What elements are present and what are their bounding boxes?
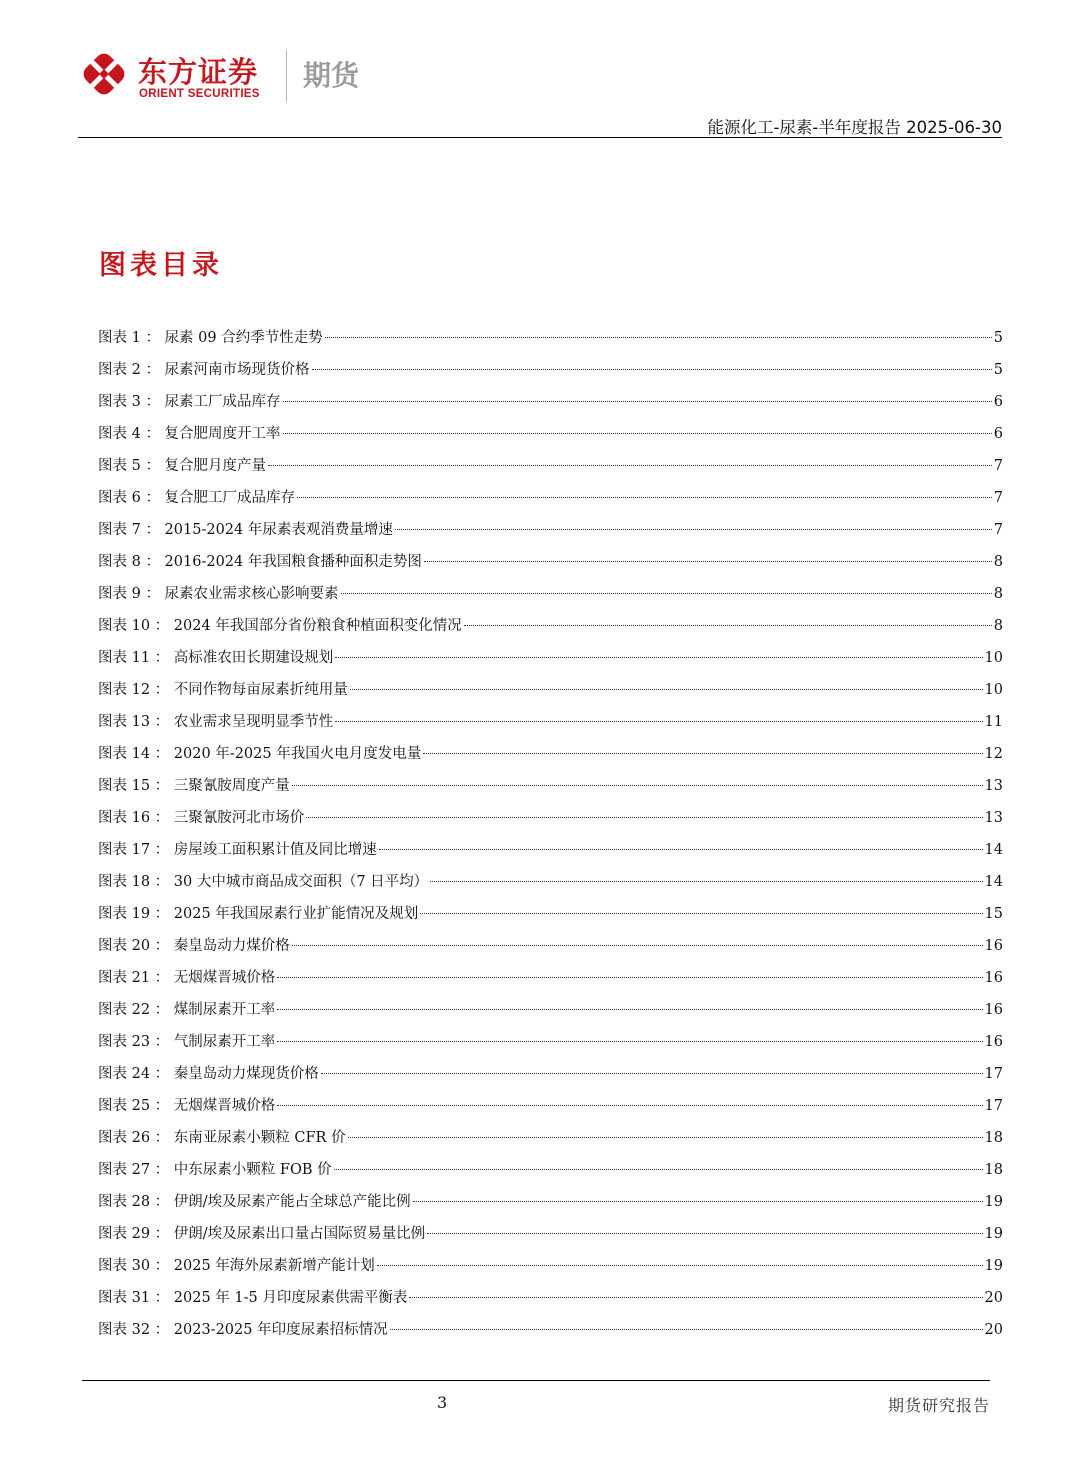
toc-dot-leader [413,1201,983,1202]
toc-dot-leader [283,401,992,402]
toc-entry[interactable] [98,552,1003,584]
toc-dot-leader [395,529,992,530]
toc-dot-leader [312,369,992,370]
toc-entry-page: 18 [984,1130,1003,1146]
toc-entry[interactable] [98,680,1003,712]
toc-entry-label[interactable]: 图表 9 ： 尿素农业需求核心影响要素 [98,586,339,602]
toc-dot-leader [341,593,992,594]
toc-dot-leader [335,721,982,722]
footer-label: 期货研究报告 [887,1396,990,1415]
toc-dot-leader [277,1105,982,1106]
toc-dot-leader [348,1137,983,1138]
toc-entry[interactable] [98,1192,1003,1224]
toc-entry-label[interactable]: 图表 19 ： 2025 年我国尿素行业扩能情况及规划 [98,906,419,922]
toc-entry[interactable] [98,1256,1003,1288]
toc-entry[interactable] [98,1096,1003,1128]
toc-entry-label[interactable]: 图表 25 ： 无烟煤晋城价格 [98,1098,276,1114]
toc-entry-label[interactable]: 图表 24 ： 秦皇岛动力煤现货价格 [98,1066,319,1082]
toc-entry[interactable] [98,520,1003,552]
toc-entry-page: 15 [984,906,1003,922]
toc-entry[interactable] [98,360,1003,392]
footer-rule [82,1380,990,1381]
toc-entry-label[interactable]: 图表 31 ： 2025 年 1-5 月印度尿素供需平衡表 [98,1290,408,1306]
toc-entry-page: 19 [984,1194,1003,1210]
toc-dot-leader [277,977,982,978]
toc-entry[interactable] [98,1000,1003,1032]
toc-list [98,328,1003,1352]
toc-dot-leader [464,625,992,626]
toc-entry-page: 6 [993,426,1003,442]
toc-entry-label[interactable]: 图表 27 ： 中东尿素小颗粒 FOB 价 [98,1162,332,1178]
toc-entry-label[interactable]: 图表 29 ： 伊朗/埃及尿素出口量占国际贸易量比例 [98,1226,426,1242]
toc-entry-page: 6 [993,394,1003,410]
toc-entry[interactable] [98,904,1003,936]
toc-entry-label[interactable]: 图表 15 ： 三聚氰胺周度产量 [98,778,290,794]
toc-dot-leader [325,337,992,338]
toc-dot-leader [420,913,982,914]
toc-dot-leader [292,945,983,946]
toc-dot-leader [423,753,982,754]
toc-entry-page: 5 [993,362,1003,378]
toc-entry[interactable] [98,936,1003,968]
toc-entry-page: 8 [993,586,1003,602]
toc-entry-page: 16 [984,970,1003,986]
brand-name-cn: 东方证券 [138,55,259,89]
toc-entry[interactable] [98,1032,1003,1064]
orient-securities-logo-icon [78,48,130,100]
toc-entry[interactable] [98,712,1003,744]
toc-dot-leader [377,1265,983,1266]
toc-entry-page: 17 [984,1066,1003,1082]
report-meta: 能源化工-尿素-半年度报告 2025-06-30 [707,118,1002,137]
toc-dot-leader [379,849,983,850]
toc-dot-leader [292,785,983,786]
toc-entry[interactable] [98,488,1003,520]
toc-entry-label[interactable]: 图表 4 ： 复合肥周度开工率 [98,426,281,442]
toc-entry[interactable] [98,1064,1003,1096]
toc-dot-leader [335,657,982,658]
toc-entry[interactable] [98,1320,1003,1352]
toc-dot-leader [350,689,983,690]
toc-entry-label[interactable]: 图表 13 ： 农业需求呈现明显季节性 [98,714,334,730]
toc-entry-label[interactable]: 图表 12 ： 不同作物每亩尿素折纯用量 [98,682,348,698]
toc-entry-page: 16 [984,1034,1003,1050]
toc-entry-label[interactable]: 图表 8 ： 2016-2024 年我国粮食播种面积走势图 [98,554,422,570]
toc-entry[interactable] [98,872,1003,904]
toc-entry-page: 7 [993,458,1003,474]
brand-divider [286,50,287,102]
toc-entry-label[interactable]: 图表 17 ： 房屋竣工面积累计值及同比增速 [98,842,377,858]
toc-dot-leader [334,1169,983,1170]
toc-entry-page: 8 [993,618,1003,634]
toc-entry-label[interactable]: 图表 18 ： 30 大中城市商品成交面积（7 日平均） [98,874,429,890]
toc-entry-page: 14 [984,874,1003,890]
toc-dot-leader [427,1233,982,1234]
brand-subtitle: 期货 [303,59,360,92]
toc-entry-label[interactable]: 图表 1 ： 尿素 09 合约季节性走势 [98,330,323,346]
toc-dot-leader [424,561,992,562]
toc-entry[interactable] [98,1128,1003,1160]
toc-entry-page: 13 [984,810,1003,826]
toc-entry-label[interactable]: 图表 22 ： 煤制尿素开工率 [98,1002,276,1018]
toc-entry-page: 20 [984,1290,1003,1306]
toc-entry[interactable] [98,840,1003,872]
toc-entry-label[interactable]: 图表 23 ： 气制尿素开工率 [98,1034,276,1050]
brand-name-en: ORIENT SECURITIES [139,88,260,100]
toc-entry[interactable] [98,1288,1003,1320]
toc-dot-leader [277,1009,982,1010]
toc-entry-page: 11 [984,714,1003,730]
toc-dot-leader [268,465,992,466]
page-header [0,0,1080,140]
toc-entry[interactable] [98,968,1003,1000]
toc-entry-label[interactable]: 图表 7 ： 2015-2024 年尿素表观消费量增速 [98,522,393,538]
toc-dot-leader [283,433,992,434]
toc-entry[interactable] [98,616,1003,648]
toc-entry-label[interactable]: 图表 5 ： 复合肥月度产量 [98,458,267,474]
toc-entry-label[interactable]: 图表 14 ： 2020 年-2025 年我国火电月度发电量 [98,746,422,762]
toc-entry[interactable] [98,392,1003,424]
toc-title: 图表目录 [99,250,223,281]
toc-entry-label[interactable]: 图表 10 ： 2024 年我国部分省份粮食种植面积变化情况 [98,618,462,634]
toc-entry-label[interactable]: 图表 21 ： 无烟煤晋城价格 [98,970,276,986]
toc-entry[interactable] [98,808,1003,840]
toc-entry-label[interactable]: 图表 30 ： 2025 年海外尿素新增产能计划 [98,1258,375,1274]
toc-entry-page: 10 [984,650,1003,666]
toc-entry-label[interactable]: 图表 20 ： 秦皇岛动力煤价格 [98,938,290,954]
toc-entry-page: 5 [993,330,1003,346]
toc-entry[interactable] [98,744,1003,776]
toc-entry[interactable] [98,424,1003,456]
toc-entry-page: 13 [984,778,1003,794]
toc-entry[interactable] [98,584,1003,616]
toc-entry[interactable] [98,1160,1003,1192]
toc-entry-page: 12 [984,746,1003,762]
toc-entry-label[interactable]: 图表 3 ： 尿素工厂成品库存 [98,394,281,410]
page-number: 3 [437,1393,448,1412]
toc-dot-leader [390,1329,983,1330]
toc-dot-leader [297,497,992,498]
toc-entry-page: 14 [984,842,1003,858]
toc-entry-label[interactable]: 图表 11 ： 高标准农田长期建设规划 [98,650,334,666]
toc-entry-page: 19 [984,1258,1003,1274]
toc-entry[interactable] [98,328,1003,360]
toc-entry[interactable] [98,1224,1003,1256]
toc-entry[interactable] [98,456,1003,488]
toc-entry-label[interactable]: 图表 28 ： 伊朗/埃及尿素产能占全球总产能比例 [98,1194,411,1210]
toc-entry-page: 18 [984,1162,1003,1178]
toc-entry-page: 17 [984,1098,1003,1114]
toc-entry-page: 16 [984,1002,1003,1018]
toc-entry-page: 7 [993,522,1003,538]
toc-entry[interactable] [98,776,1003,808]
toc-entry-page: 10 [984,682,1003,698]
toc-entry-page: 16 [984,938,1003,954]
toc-entry-label[interactable]: 图表 26 ： 东南亚尿素小颗粒 CFR 价 [98,1130,346,1146]
toc-entry-label[interactable]: 图表 32 ： 2023-2025 年印度尿素招标情况 [98,1322,388,1338]
toc-entry-label[interactable]: 图表 6 ： 复合肥工厂成品库存 [98,490,296,506]
toc-dot-leader [321,1073,983,1074]
header-rule [78,137,1002,138]
toc-entry-page: 7 [993,490,1003,506]
toc-dot-leader [277,1041,982,1042]
toc-entry-page: 19 [984,1226,1003,1242]
toc-dot-leader [306,817,982,818]
toc-entry-page: 8 [993,554,1003,570]
toc-dot-leader [409,1297,982,1298]
toc-entry-label[interactable]: 图表 16 ： 三聚氰胺河北市场价 [98,810,305,826]
toc-dot-leader [430,881,982,882]
toc-entry-label[interactable]: 图表 2 ： 尿素河南市场现货价格 [98,362,310,378]
toc-entry-page: 20 [984,1322,1003,1338]
toc-entry[interactable] [98,648,1003,680]
